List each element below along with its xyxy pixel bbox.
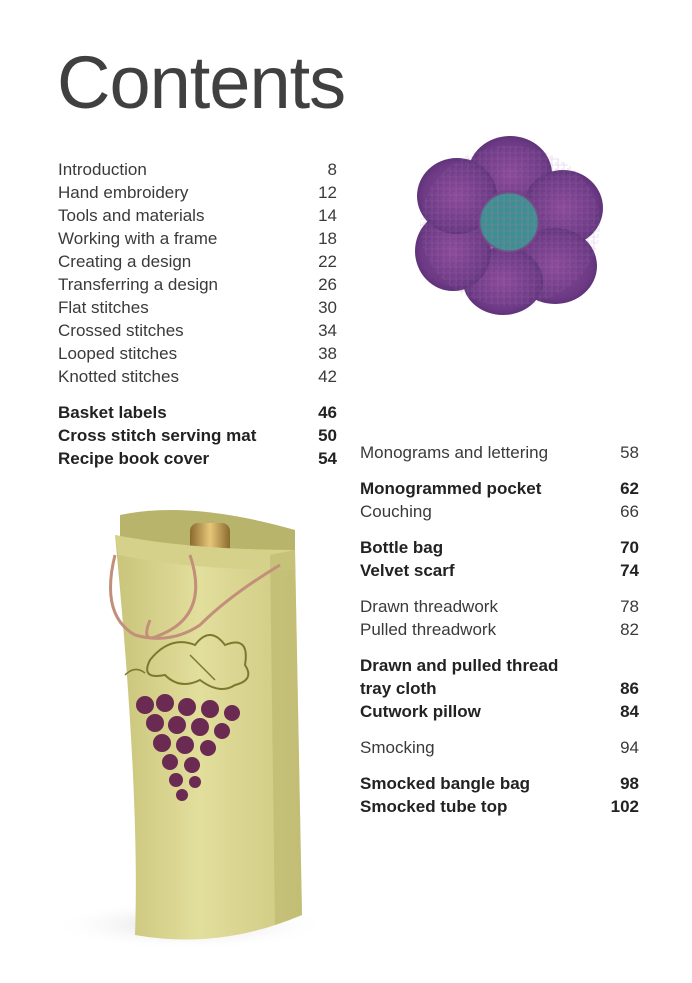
toc-entry-title: Creating a design xyxy=(58,252,192,271)
toc-entry-page: 66 xyxy=(620,502,639,521)
toc-project-entry[interactable] xyxy=(360,795,639,818)
toc-entry-page: 46 xyxy=(318,403,337,422)
toc-project-entry[interactable] xyxy=(58,424,337,447)
toc-entry-page: 84 xyxy=(620,702,639,721)
toc-entry-page: 78 xyxy=(620,597,639,616)
toc-entry-page: 42 xyxy=(318,367,337,386)
toc-entry-page: 62 xyxy=(620,479,639,498)
toc-entry[interactable] xyxy=(58,227,337,250)
toc-entry[interactable] xyxy=(58,296,337,319)
toc-entry-title: Knotted stitches xyxy=(58,367,179,386)
toc-entry-page: 54 xyxy=(318,449,337,468)
toc-entry-title: Drawn threadwork xyxy=(360,597,498,616)
toc-right-column xyxy=(360,441,639,818)
toc-entry-title: Transferring a design xyxy=(58,275,219,294)
toc-entry-page: 94 xyxy=(620,738,639,757)
toc-entry-page: 98 xyxy=(620,774,639,793)
toc-entry-title: Working with a frame xyxy=(58,229,218,248)
toc-entry-title: Introduction xyxy=(58,160,147,179)
toc-entry[interactable] xyxy=(360,618,639,641)
toc-entry-page: 8 xyxy=(327,160,337,179)
toc-project-entry[interactable] xyxy=(58,401,337,424)
toc-entry-title: Smocked tube top xyxy=(360,797,508,816)
toc-entry-page: 30 xyxy=(318,298,337,317)
bottle-bag-image xyxy=(40,495,360,955)
toc-project-entry[interactable] xyxy=(360,477,639,500)
toc-entry-page: 102 xyxy=(610,797,639,816)
toc-project-entry[interactable] xyxy=(360,536,639,559)
toc-entry[interactable] xyxy=(58,273,337,296)
toc-project-entry[interactable] xyxy=(360,677,639,700)
toc-project-entry[interactable] xyxy=(58,447,337,470)
toc-entry-page: 22 xyxy=(318,252,337,271)
toc-entry-title: tray cloth xyxy=(360,679,437,698)
toc-entry-title: Hand embroidery xyxy=(58,183,189,202)
toc-entry-title: Smocking xyxy=(360,738,435,757)
toc-entry-title: Crossed stitches xyxy=(58,321,184,340)
toc-left-column xyxy=(58,158,337,470)
toc-entry-page: 26 xyxy=(318,275,337,294)
toc-entry[interactable] xyxy=(58,181,337,204)
toc-project-entry[interactable] xyxy=(360,772,639,795)
toc-entry[interactable] xyxy=(58,365,337,388)
toc-entry-title: Monograms and lettering xyxy=(360,443,549,462)
toc-project-entry[interactable] xyxy=(360,654,639,677)
toc-entry-title: Monogrammed pocket xyxy=(360,479,542,498)
toc-entry-page: 34 xyxy=(318,321,337,340)
toc-entry-title: Couching xyxy=(360,502,432,521)
toc-entry-title: Cross stitch serving mat xyxy=(58,426,257,445)
toc-entry-title: Looped stitches xyxy=(58,344,178,363)
toc-entry-page: 18 xyxy=(318,229,337,248)
toc-entry-title: Tools and materials xyxy=(58,206,205,225)
toc-entry-page: 14 xyxy=(318,206,337,225)
toc-entry-title: Cutwork pillow xyxy=(360,702,481,721)
toc-entry-title: Basket labels xyxy=(58,403,167,422)
toc-entry[interactable] xyxy=(360,500,639,523)
toc-project-entry[interactable] xyxy=(360,559,639,582)
toc-entry-title: Velvet scarf xyxy=(360,561,455,580)
toc-entry-page: 86 xyxy=(620,679,639,698)
toc-entry-page: 12 xyxy=(318,183,337,202)
toc-entry[interactable] xyxy=(360,736,639,759)
toc-entry-title: Pulled threadwork xyxy=(360,620,497,639)
toc-entry[interactable] xyxy=(58,342,337,365)
toc-entry[interactable] xyxy=(58,204,337,227)
toc-entry-page: 58 xyxy=(620,443,639,462)
page-title: Contents xyxy=(57,41,346,124)
toc-entry-page: 50 xyxy=(318,426,337,445)
toc-entry-title: Flat stitches xyxy=(58,298,149,317)
toc-entry-page: 70 xyxy=(620,538,639,557)
toc-entry-title: Recipe book cover xyxy=(58,449,210,468)
toc-entry-title: Drawn and pulled thread xyxy=(360,656,559,675)
toc-entry-page: 82 xyxy=(620,620,639,639)
toc-entry[interactable] xyxy=(360,595,639,618)
toc-entry-title: Smocked bangle bag xyxy=(360,774,531,793)
toc-entry[interactable] xyxy=(58,250,337,273)
toc-entry-title: Bottle bag xyxy=(360,538,444,557)
toc-entry-page: 74 xyxy=(620,561,639,580)
flower-brooch-image xyxy=(405,126,615,321)
toc-project-entry[interactable] xyxy=(360,700,639,723)
toc-entry[interactable] xyxy=(58,158,337,181)
toc-entry-page: 38 xyxy=(318,344,337,363)
toc-entry[interactable] xyxy=(360,441,639,464)
toc-entry[interactable] xyxy=(58,319,337,342)
